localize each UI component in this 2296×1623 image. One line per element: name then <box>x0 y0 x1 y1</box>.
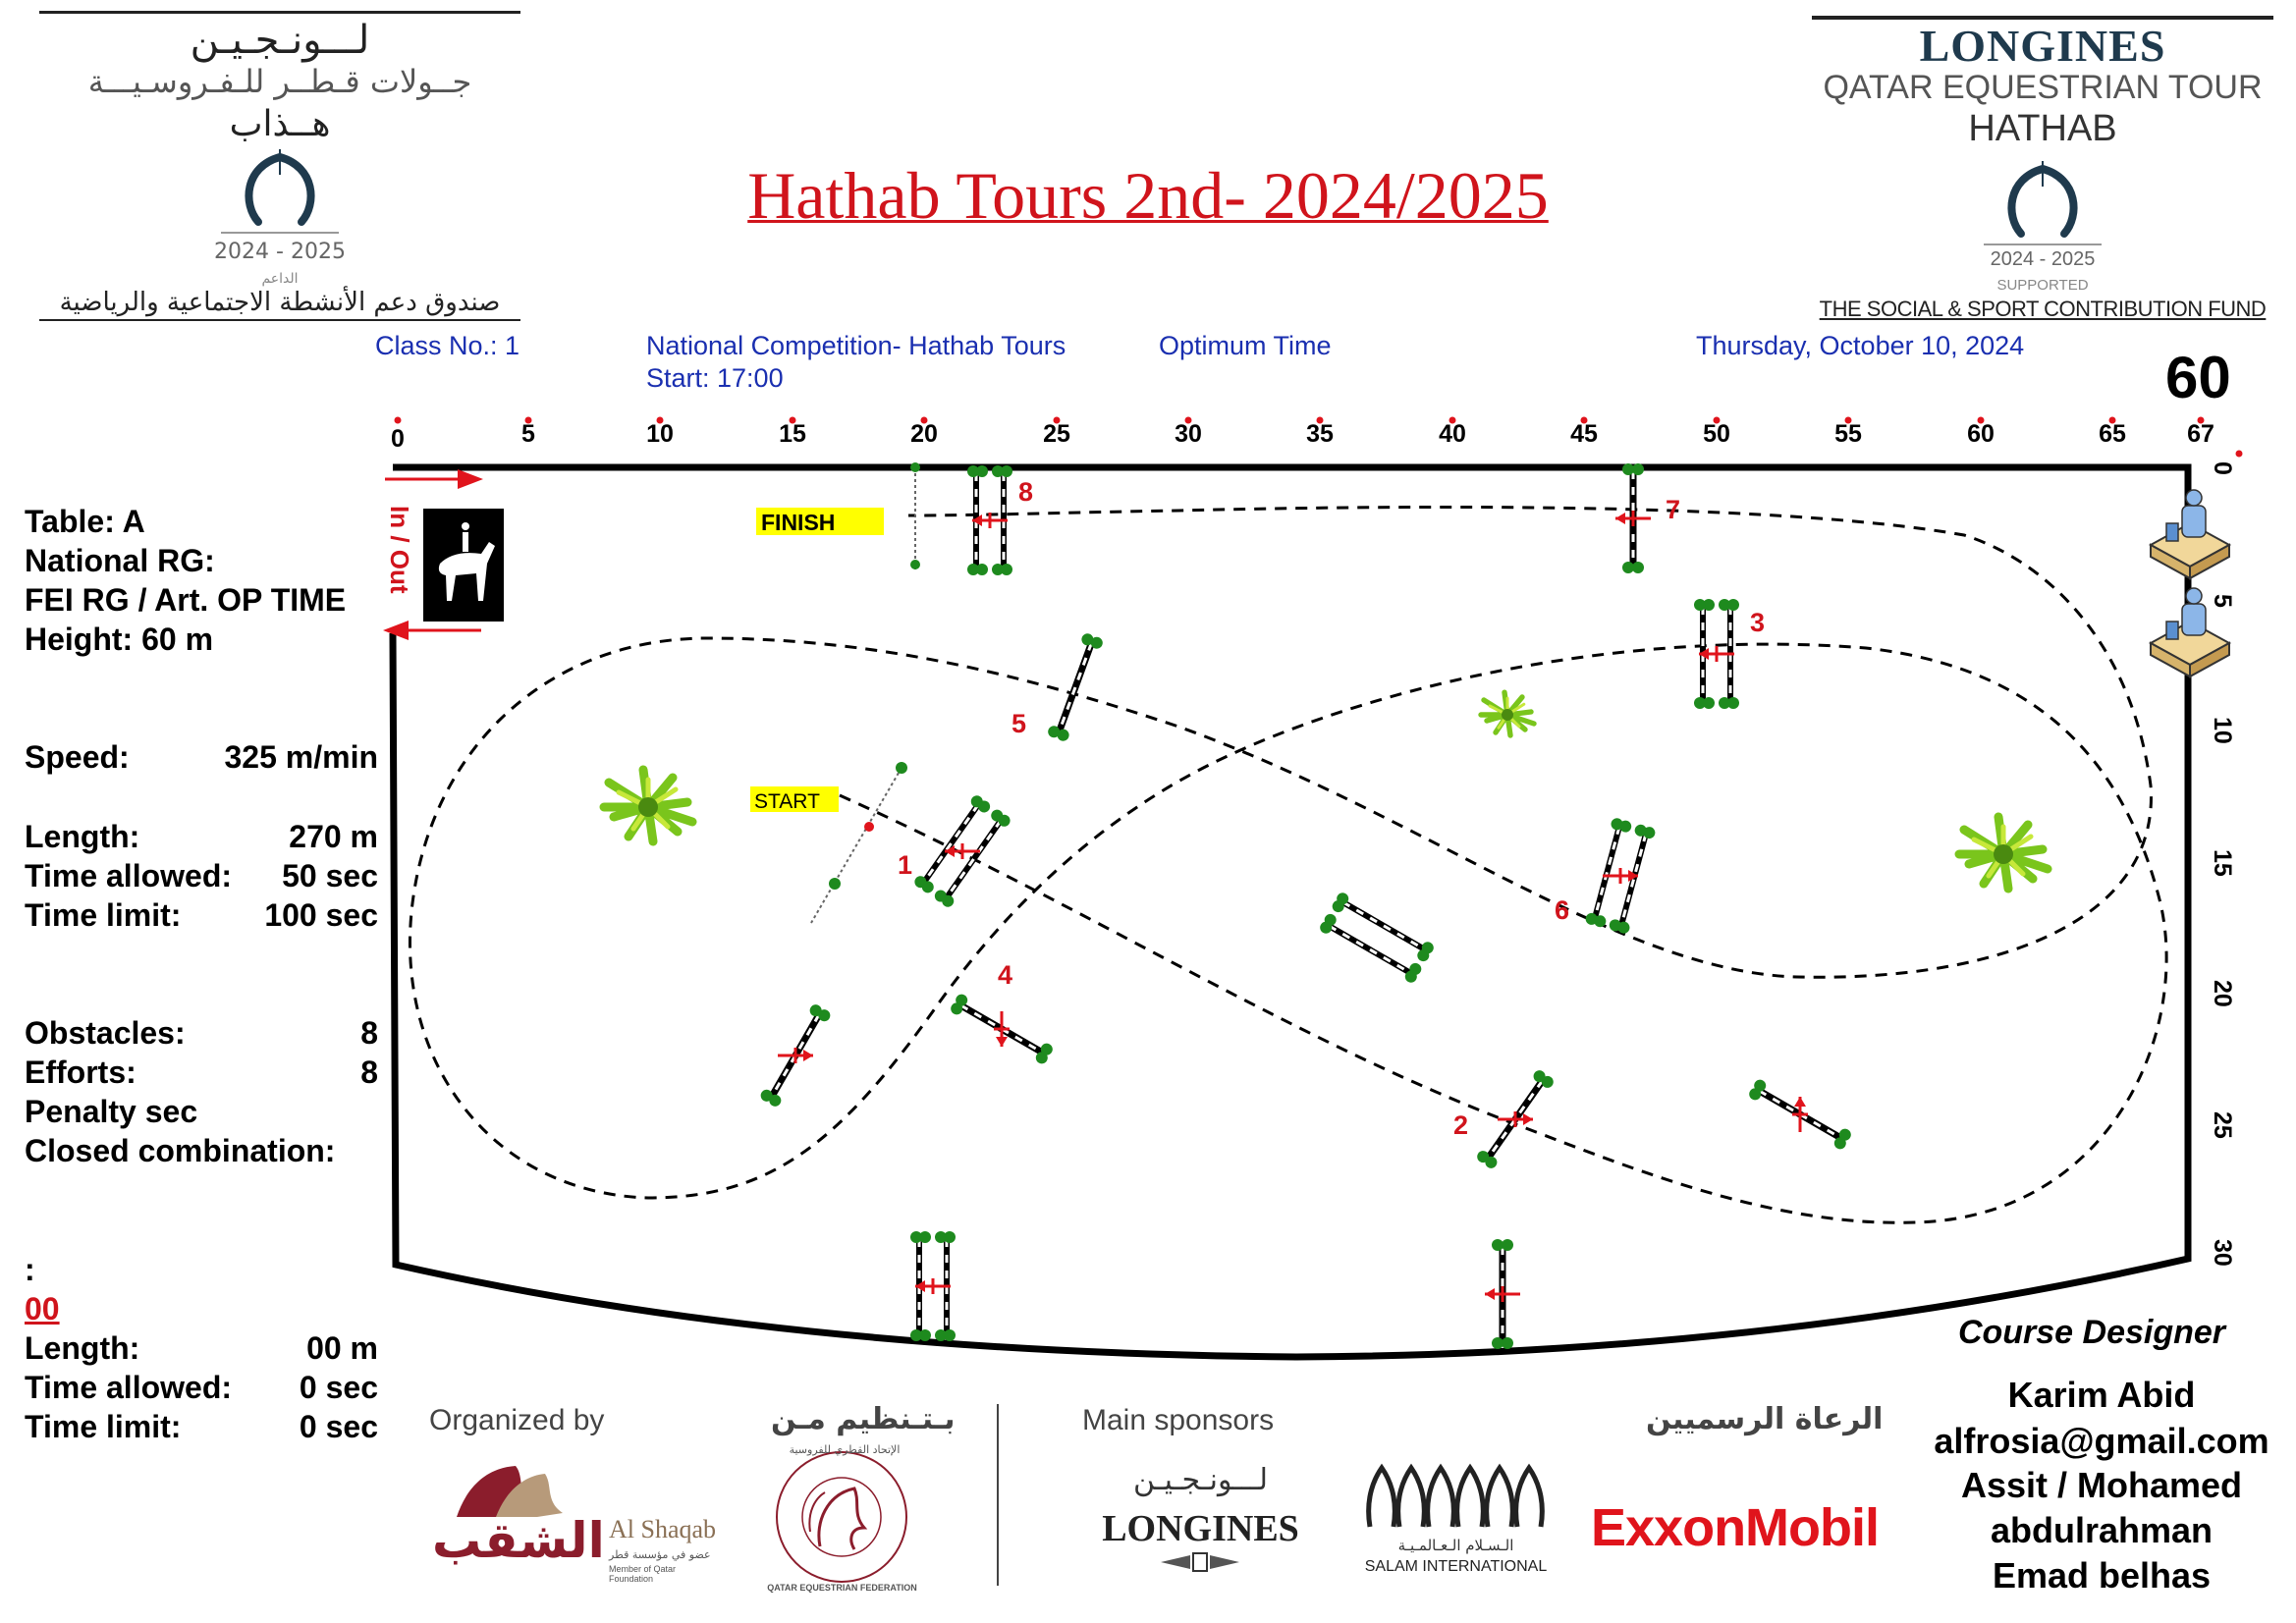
obstacle-number: 3 <box>1750 608 1766 637</box>
course-path <box>410 507 2166 1222</box>
speed-label: Speed: <box>25 739 130 775</box>
start-time: Start: 17:00 <box>646 363 784 393</box>
jumpoff-length-label: Length: <box>25 1330 140 1366</box>
start-label: START <box>754 790 820 813</box>
longines-arabic: لـــونـجـيـن <box>1133 1463 1268 1497</box>
obstacle-number: 8 <box>1018 477 1034 507</box>
ruler-tick <box>1967 417 1995 449</box>
obstacle-number: 7 <box>1666 495 1681 524</box>
ruler-label: 0 <box>391 425 405 453</box>
supported-arabic: الداعم <box>261 271 299 287</box>
side-ruler-label: 5 <box>2209 594 2236 608</box>
table-type: Table: A <box>25 504 145 539</box>
course-designer-heading: Course Designer <box>1957 1314 2226 1351</box>
obstacle-8 <box>967 465 1012 575</box>
start-line <box>750 762 907 923</box>
obstacle-3 <box>1694 599 1739 709</box>
time-limit-label: Time limit: <box>25 897 182 933</box>
obstacle-number: 2 <box>1453 1110 1469 1140</box>
jumpoff-time-limit-label: Time limit: <box>25 1409 182 1444</box>
main-sponsors-arabic: الرعاة الرسميين <box>1646 1402 1884 1436</box>
arabic-tour-text: جــولات قـطــر للـفـروسـيـــة <box>87 63 472 100</box>
jumpoff-time-limit-value: 0 sec <box>299 1409 378 1444</box>
qef-seal-icon <box>756 1443 928 1591</box>
speed-value: 325 m/min <box>224 739 378 775</box>
al-shaqab-name: Al Shaqab <box>609 1515 717 1543</box>
salam-emblem-icon <box>1360 1458 1552 1532</box>
obstacle-number: 6 <box>1555 895 1570 925</box>
plant-decoration <box>1959 817 2048 889</box>
ruler-label: 25 <box>1043 420 1070 448</box>
salam-arabic: الـسـلام الـعـالمـيـة <box>1397 1537 1514 1554</box>
organized-by-label: Organized by <box>429 1404 605 1436</box>
ruler-label: 55 <box>1834 420 1862 448</box>
ruler-tick <box>2187 417 2214 449</box>
fund-text: THE SOCIAL & SPORT CONTRIBUTION FUND <box>1819 297 2267 321</box>
assistant-line-2: abdulrahman <box>1990 1510 2214 1550</box>
years-text: 2024 - 2025 <box>1990 248 2096 270</box>
ruler-tick <box>391 417 405 454</box>
side-ruler-label: 10 <box>2209 717 2236 744</box>
ruler-label: 10 <box>646 420 674 448</box>
national-rg: National RG: <box>25 543 215 578</box>
top-ruler <box>391 417 2214 454</box>
longines-name: LONGINES <box>1102 1508 1299 1549</box>
obstacles-label: Obstacles: <box>25 1015 186 1051</box>
finish-label: FINISH <box>761 510 836 535</box>
competition-name: National Competition- Hathab Tours <box>646 331 1066 360</box>
obstacle-2 <box>1468 1063 1562 1175</box>
side-ruler-label: 0 <box>2209 461 2236 475</box>
side-ruler-label: 25 <box>2209 1111 2236 1139</box>
longines-logo <box>1080 1463 1321 1581</box>
venue-text: HATHAB <box>1968 108 2117 149</box>
arena-width: 60 <box>2165 345 2231 410</box>
ruler-label: 20 <box>910 420 938 448</box>
al-shaqab-sub: Member of Qatar Foundation <box>609 1564 677 1584</box>
side-ruler <box>2209 451 2243 1267</box>
penalty-sec: Penalty sec <box>25 1094 198 1129</box>
ruler-tick <box>2099 417 2126 449</box>
time-allowed-value: 50 sec <box>282 858 378 893</box>
length-label: Length: <box>25 819 140 854</box>
arena-boundary <box>393 467 2188 1357</box>
arabic-brand-text: لـــونـجـيـن <box>190 18 370 63</box>
ruler-label: 40 <box>1439 420 1466 448</box>
ruler-label: 60 <box>1967 420 1995 448</box>
qef-arabic: الإتحاد القطري للفروسية <box>789 1443 901 1456</box>
ruler-tick <box>910 417 938 449</box>
qef-logo <box>756 1443 928 1591</box>
extra-obstacle <box>1318 891 1436 985</box>
organized-by-arabic: بـتـنظيم مـن <box>771 1402 956 1436</box>
ruler-label: 67 <box>2187 420 2214 448</box>
ruler-label: 15 <box>779 420 806 448</box>
closed-combination: Closed combination: <box>25 1133 336 1168</box>
salam-name: SALAM INTERNATIONAL <box>1364 1558 1548 1575</box>
jumpoff-length-value: 00 m <box>306 1330 378 1366</box>
fund-arabic: صندوق دعم الأنشطة الاجتماعية والرياضية <box>39 288 520 321</box>
ruler-tick <box>646 417 674 449</box>
height: Height: 60 m <box>25 622 214 657</box>
designer-name: Karim Abid <box>2007 1375 2196 1415</box>
arabic-venue-text: هــذاب <box>229 104 331 144</box>
jumpoff-time-allowed-label: Time allowed: <box>25 1370 233 1405</box>
extra-obstacle <box>1485 1239 1520 1349</box>
ruler-tick <box>1306 417 1334 449</box>
tour-text: QATAR EQUESTRIAN TOUR <box>1823 69 2263 106</box>
ruler-tick <box>1834 417 1862 449</box>
ruler-tick <box>779 417 806 449</box>
ruler-label: 45 <box>1570 420 1598 448</box>
extra-obstacle <box>1743 1070 1858 1159</box>
obstacle-number: 1 <box>898 850 913 880</box>
ruler-tick <box>1703 417 1730 449</box>
efforts-value: 8 <box>360 1055 378 1090</box>
obstacle-1 <box>912 793 1012 909</box>
judge-booth-icon <box>2151 490 2229 578</box>
length-value: 270 m <box>289 819 378 854</box>
competition-date: Thursday, October 10, 2024 <box>1696 331 2025 360</box>
main-sponsors-label: Main sponsors <box>1082 1404 1275 1436</box>
efforts-label: Efforts: <box>25 1055 137 1090</box>
assistant-line-3: Emad belhas <box>1992 1555 2212 1596</box>
exxonmobil-logo: ExxonMobil <box>1591 1498 1880 1557</box>
brand-text: LONGINES <box>1919 21 2166 71</box>
obstacle-number: 5 <box>1011 709 1027 738</box>
obstacle-7 <box>1615 463 1651 573</box>
years-text: 2024 - 2025 <box>214 240 346 264</box>
extra-obstacle <box>910 1231 956 1341</box>
ruler-label: 50 <box>1703 420 1730 448</box>
footer-divider <box>997 1404 999 1586</box>
page-title: Hathab Tours 2nd- 2024/2025 <box>747 158 1549 233</box>
ruler-label: 30 <box>1175 420 1202 448</box>
time-limit-value: 100 sec <box>264 897 378 933</box>
ruler-label: 65 <box>2099 420 2126 448</box>
plant-decoration <box>1481 692 1534 735</box>
ruler-tick <box>1439 417 1466 449</box>
ruler-tick <box>1175 417 1202 449</box>
winged-hourglass-icon <box>1161 1551 1239 1573</box>
class-number: Class No.: 1 <box>375 331 520 360</box>
salam-logo <box>1360 1458 1552 1586</box>
ruler-label: 35 <box>1306 420 1334 448</box>
jumpoff-colon: : <box>25 1252 35 1287</box>
obstacle-number: 4 <box>998 960 1013 990</box>
optimum-time: Optimum Time <box>1159 331 1332 360</box>
obstacles-value: 8 <box>360 1015 378 1051</box>
designer-email: alfrosia@gmail.com <box>1934 1421 2269 1461</box>
al-shaqab-logo <box>427 1458 722 1586</box>
obstacle-6 <box>1584 817 1656 935</box>
ruler-tick <box>1043 417 1070 449</box>
plant-decoration <box>604 770 692 841</box>
obstacle-4 <box>945 985 1060 1073</box>
ruler-label: 5 <box>521 420 535 448</box>
in-out-label: In / Out <box>385 506 414 594</box>
side-ruler-label: 20 <box>2209 980 2236 1007</box>
side-ruler-label: 30 <box>2209 1239 2236 1267</box>
al-shaqab-sub-arabic: عضو في مؤسسة قطر <box>609 1548 711 1561</box>
supported-text: SUPPORTED <box>1996 277 2089 294</box>
finish-line <box>756 462 920 569</box>
fei-rg: FEI RG / Art. OP TIME <box>25 582 347 618</box>
ruler-tick <box>1570 417 1598 449</box>
ruler-tick <box>521 417 535 449</box>
assistant-line-1: Assit / Mohamed <box>1960 1465 2243 1505</box>
al-shaqab-arabic: الشقب <box>432 1512 605 1569</box>
extra-obstacle <box>751 999 840 1113</box>
jumpoff-marker: 00 <box>25 1291 60 1326</box>
side-ruler-label: 15 <box>2209 849 2236 877</box>
jumpoff-time-allowed-value: 0 sec <box>299 1370 378 1405</box>
time-allowed-label: Time allowed: <box>25 858 233 893</box>
in-out-gate <box>383 469 504 640</box>
qef-name: QATAR EQUESTRIAN FEDERATION <box>767 1583 917 1593</box>
